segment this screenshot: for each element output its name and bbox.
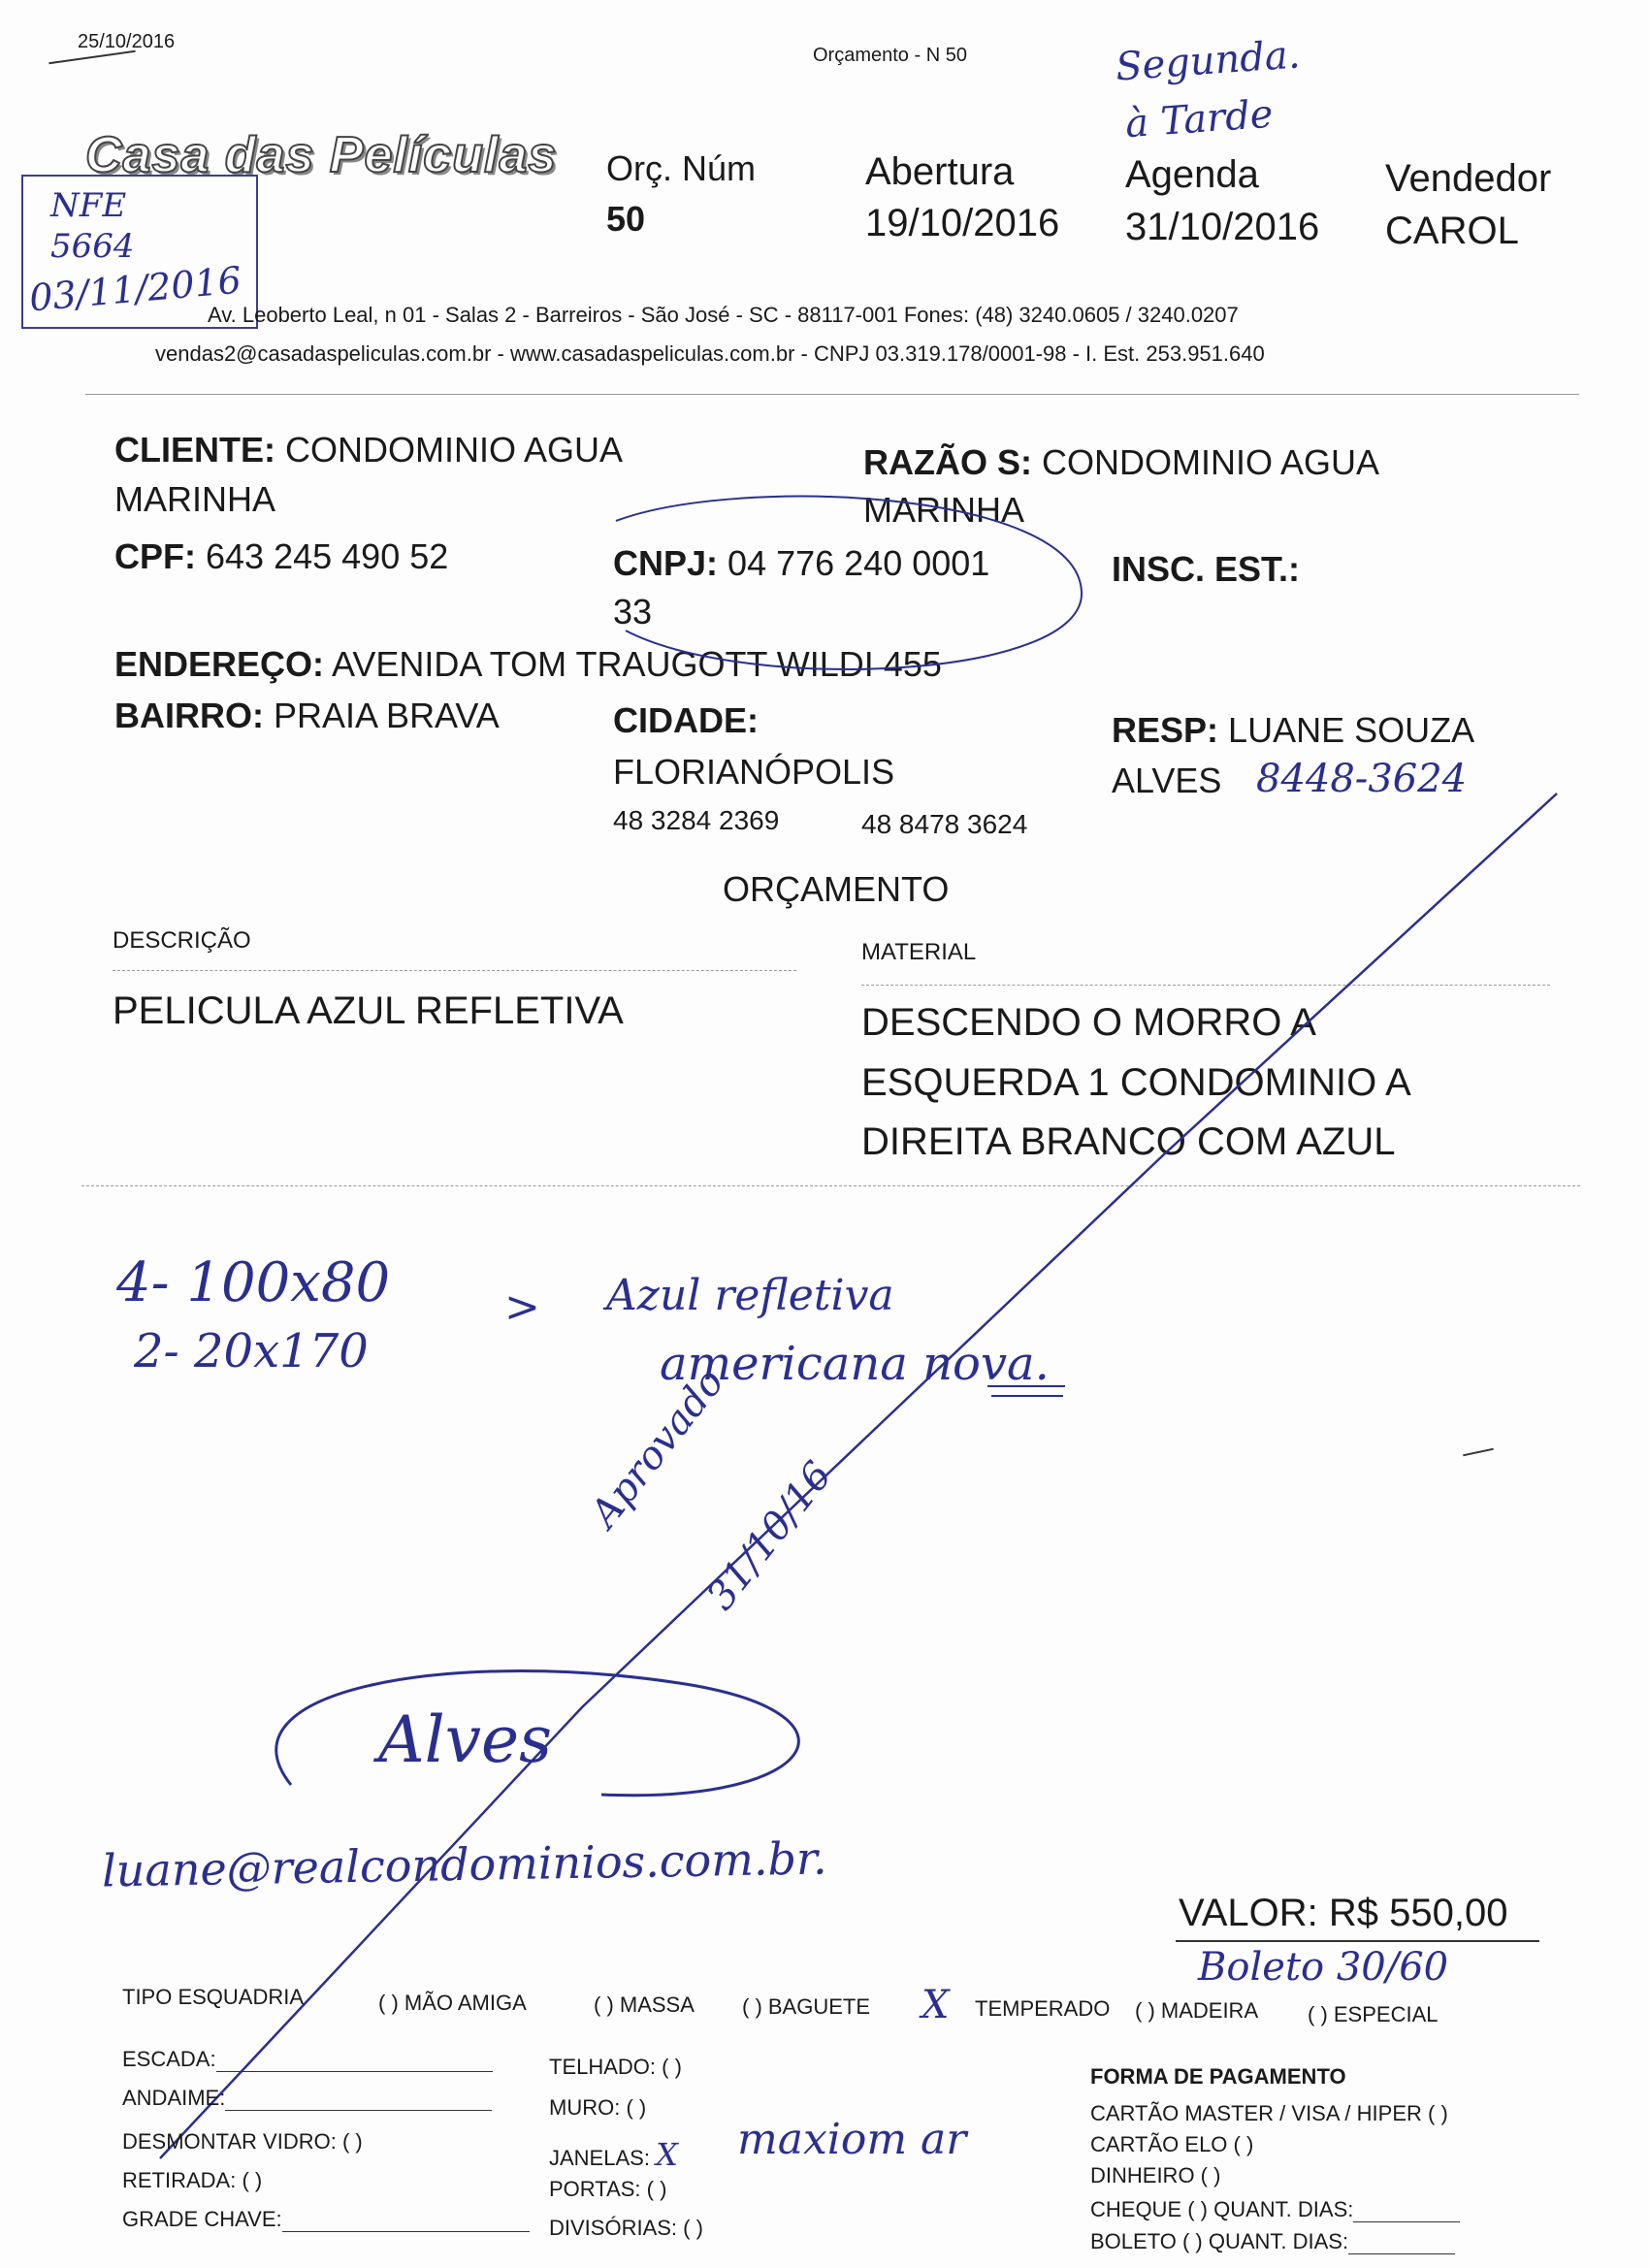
- cnpj-value-2: 33: [613, 592, 653, 632]
- temperado-check-mark: X: [922, 1983, 950, 2027]
- resp-value-2: ALVES: [1112, 761, 1222, 800]
- razao-label: RAZÃO S:: [863, 442, 1032, 482]
- janelas-note: maxiom ar: [737, 2115, 967, 2164]
- orcamento-title: ORÇAMENTO: [723, 869, 950, 909]
- approval-note-1: Aprovado: [582, 1360, 733, 1537]
- stamp-line-2: 5664: [50, 227, 135, 266]
- document-title: Orçamento - N 50: [813, 45, 967, 66]
- abertura-value: 19/10/2016: [865, 202, 1060, 244]
- forma-pagamento-title: FORMA DE PAGAMENTO: [1090, 2064, 1346, 2089]
- bairro-value: PRAIA BRAVA: [274, 696, 500, 735]
- resp-label: RESP:: [1112, 710, 1219, 750]
- agenda-value: 31/10/2016: [1125, 206, 1320, 248]
- cidade-label: CIDADE:: [613, 700, 759, 740]
- cpf-value: 643 245 490 52: [206, 536, 449, 576]
- option-especial[interactable]: ( ) ESPECIAL: [1308, 2002, 1439, 2026]
- valor-value: R$ 550,00: [1328, 1892, 1508, 1934]
- janelas-check-mark: X: [656, 2136, 678, 2173]
- endereco-label: ENDEREÇO:: [114, 644, 325, 684]
- option-massa[interactable]: ( ) MASSA: [594, 1993, 695, 2017]
- print-date: 25/10/2016: [78, 31, 176, 52]
- address-line: Av. Leoberto Leal, n 01 - Salas 2 - Barreiros - São José - SC - 88117-001 Fones: (48) 3240.0605 / 3240.0207: [208, 303, 1239, 327]
- option-mao-amiga[interactable]: ( ) MÃO AMIGA: [378, 1991, 527, 2015]
- payment-cartao-elo[interactable]: CARTÃO ELO ( ): [1090, 2132, 1254, 2156]
- razao-value: CONDOMINIO AGUA: [1042, 442, 1380, 482]
- vendedor-label: Vendedor: [1385, 157, 1552, 200]
- agenda-label: Agenda: [1125, 153, 1259, 196]
- retirada[interactable]: RETIRADA: ( ): [122, 2168, 263, 2192]
- telhado[interactable]: TELHADO: ( ): [549, 2055, 682, 2079]
- boleto-dias-field[interactable]: [1348, 2253, 1455, 2254]
- option-baguete[interactable]: ( ) BAGUETE: [742, 1994, 871, 2019]
- schedule-note-1: Segunda.: [1114, 32, 1302, 90]
- escada-label: ESCADA:: [122, 2047, 216, 2071]
- contact-line: vendas2@casadaspeliculas.com.br - www.casadaspeliculas.com.br - CNPJ 03.319.178/0001-98 - I. Est. 253.951.640: [155, 341, 1265, 366]
- payment-dinheiro[interactable]: DINHEIRO ( ): [1090, 2163, 1221, 2187]
- cliente-value-2: MARINHA: [114, 479, 276, 519]
- orc-num-value: 50: [606, 199, 646, 239]
- andaime-label: ANDAIME:: [122, 2086, 226, 2110]
- cpf-label: CPF:: [114, 536, 196, 576]
- andaime-row: [122, 2086, 492, 2111]
- valor-row: [1179, 1892, 1507, 1935]
- handwritten-email: luane@realcondominios.com.br.: [101, 1831, 827, 1897]
- cidade-value: FLORIANÓPOLIS: [613, 752, 895, 792]
- phone-2: 48 8478 3624: [861, 809, 1028, 839]
- option-temperado[interactable]: TEMPERADO: [975, 1996, 1111, 2021]
- bairro-label: BAIRRO:: [114, 696, 264, 735]
- portas[interactable]: PORTAS: ( ): [549, 2177, 667, 2201]
- janelas-label: JANELAS:: [549, 2146, 650, 2170]
- escada-row: [122, 2047, 493, 2072]
- valor-underline: [1176, 1940, 1539, 1942]
- janelas-row: [549, 2136, 678, 2173]
- resp-value: LUANE SOUZA: [1228, 710, 1475, 750]
- razao-value-2: MARINHA: [863, 490, 1025, 530]
- descricao-label: DESCRIÇÃO: [113, 927, 251, 954]
- payment-boleto-row: [1090, 2229, 1455, 2254]
- descricao-value: PELICULA AZUL REFLETIVA: [113, 989, 624, 1032]
- phone-1: 48 3284 2369: [613, 805, 780, 835]
- andaime-field[interactable]: [225, 2110, 492, 2111]
- signature: Alves: [378, 1702, 552, 1777]
- payment-note: Boleto 30/60: [1198, 1945, 1449, 1990]
- item-arrow: >: [504, 1282, 540, 1332]
- material-value-2: ESQUERDA 1 CONDOMINIO A: [861, 1061, 1411, 1104]
- payment-cheque[interactable]: CHEQUE ( ) QUANT. DIAS:: [1090, 2197, 1354, 2221]
- approval-note-2: 31/10/16: [698, 1453, 841, 1619]
- cnpj-circle: [616, 497, 1082, 669]
- item-line-2: 2- 20x170: [134, 1324, 369, 1378]
- payment-cheque-row: [1090, 2197, 1460, 2222]
- endereco-value: AVENIDA TOM TRAUGOTT WILDI 455: [332, 644, 942, 684]
- grade-chave-row: [122, 2207, 530, 2232]
- material-label: MATERIAL: [861, 939, 977, 965]
- muro[interactable]: MURO: ( ): [549, 2095, 647, 2120]
- payment-cartao-master[interactable]: CARTÃO MASTER / VISA / HIPER ( ): [1090, 2101, 1448, 2125]
- escada-field[interactable]: [216, 2071, 493, 2072]
- desmontar-vidro[interactable]: DESMONTAR VIDRO: ( ): [122, 2129, 363, 2154]
- valor-label: VALOR:: [1179, 1892, 1318, 1934]
- cnpj-value: 04 776 240 0001: [728, 543, 990, 583]
- cliente-label: CLIENTE:: [114, 430, 275, 470]
- stamp-line-1: NFE: [50, 186, 127, 225]
- divisorias[interactable]: DIVISÓRIAS: ( ): [549, 2216, 703, 2240]
- vendedor-value: CAROL: [1385, 210, 1519, 252]
- resp-phone-handwritten: 8448-3624: [1256, 757, 1468, 801]
- grade-chave-field[interactable]: [282, 2231, 530, 2232]
- option-madeira[interactable]: ( ) MADEIRA: [1135, 1998, 1259, 2023]
- tipo-esquadria-label: TIPO ESQUADRIA: [122, 1985, 305, 2009]
- payment-boleto[interactable]: BOLETO ( ) QUANT. DIAS:: [1090, 2229, 1349, 2253]
- cliente-value: CONDOMINIO AGUA: [285, 430, 624, 470]
- company-logo: Casa das Películas: [85, 127, 558, 183]
- item-note-1: Azul refletiva: [606, 1271, 894, 1320]
- cheque-dias-field[interactable]: [1353, 2221, 1460, 2222]
- abertura-label: Abertura: [865, 150, 1015, 193]
- cnpj-label: CNPJ:: [613, 543, 719, 583]
- material-value-1: DESCENDO O MORRO A: [861, 1001, 1316, 1044]
- grade-chave-label: GRADE CHAVE:: [122, 2207, 282, 2231]
- orc-num-label: Orç. Núm: [606, 148, 757, 188]
- insc-est-label: INSC. EST.:: [1112, 549, 1301, 589]
- stamp-line-3: 03/11/2016: [27, 258, 243, 320]
- item-line-1: 4- 100x80: [116, 1251, 391, 1314]
- item-note-2: americana nova.: [660, 1337, 1050, 1391]
- schedule-note-2: à Tarde: [1123, 91, 1275, 147]
- material-value-3: DIREITA BRANCO COM AZUL: [861, 1120, 1396, 1163]
